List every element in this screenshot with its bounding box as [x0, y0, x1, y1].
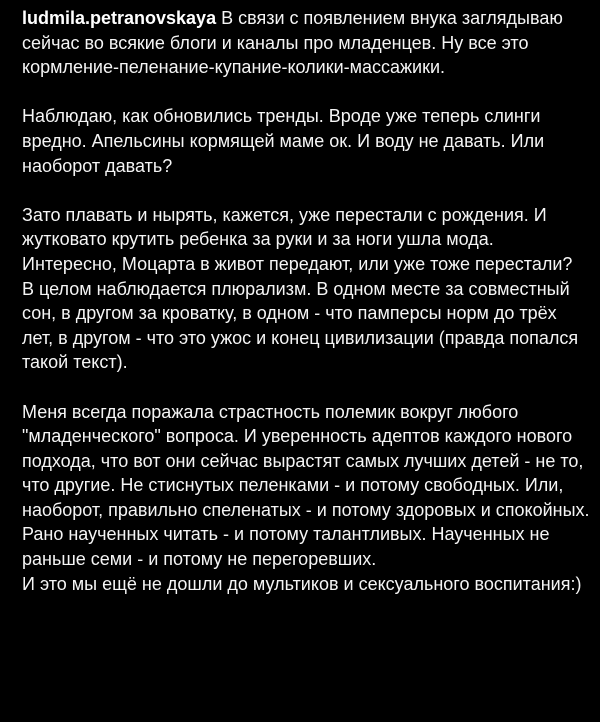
caption-paragraph-2: Наблюдаю, как обновились тренды. Вроде уже теперь слинги вредно. Апельсины кормящей маме ок. И воду не давать. Или наоборот давать? [22, 106, 545, 176]
caption-paragraph-6: И это мы ещё не дошли до мультиков и сексуального воспитания:) [22, 573, 582, 594]
caption-paragraph-5: Меня всегда поражала страстность полемик вокруг любого "младенческого" вопроса. И уверенность адептов каждого нового подхода, что вот они сейчас вырастят самых лучших детей - не то, что другие. Не стиснутых пеленками - и потому свободных. Или, наоборот, правильно спеленатых - и потому здоровых и спокойных. Рано наученных читать - и потому талантливых. Наученных не раньше семи - и потому не перегоревших. [22, 401, 590, 570]
caption-paragraph-3: Зато плавать и нырять, кажется, уже перестали с рождения. И жутковато крутить ребенка за руки и за ноги ушла мода. Интересно, Моцарта в живот передают, или уже тоже перестали? [22, 204, 573, 274]
paragraph-spacer [22, 178, 592, 203]
post-caption [22, 6, 592, 596]
username-link[interactable]: ludmila.petranovskaya [22, 8, 217, 28]
caption-paragraph-1 [22, 6, 592, 80]
caption-text: В связи с появлением внука заглядываю сейчас во всякие блоги и каналы про младенцев. Ну все это кормление-пеленание-купание-колики-массажики. [22, 8, 563, 78]
paragraph-spacer [22, 80, 592, 105]
paragraph-spacer [22, 375, 592, 400]
caption-paragraph-4: В целом наблюдается плюрализм. В одном месте за совместный сон, в другом за кроватку, в одном - что памперсы норм до трёх лет, в другом - что это ужос и конец цивилизации (правда попался такой текст). [22, 278, 579, 373]
